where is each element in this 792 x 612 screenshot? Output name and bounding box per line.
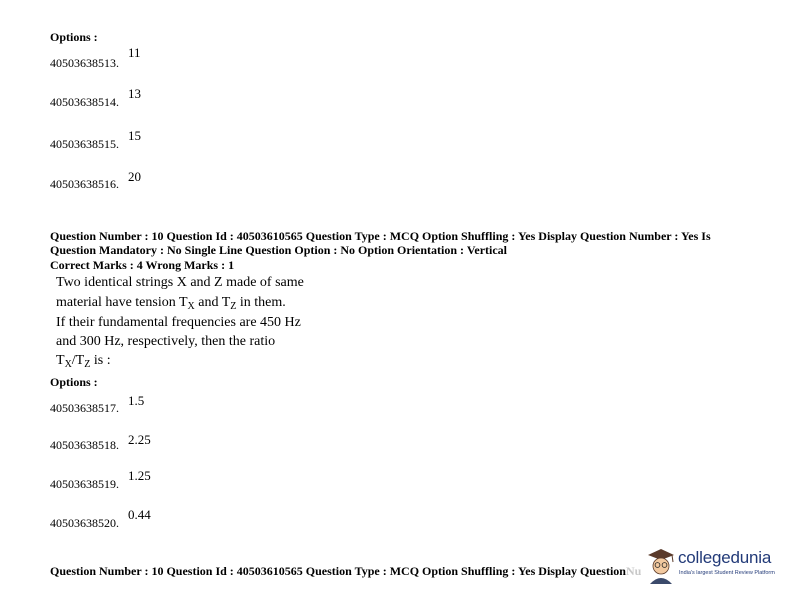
question-text-line: If their fundamental frequencies are 450 Hz — [56, 315, 301, 330]
option-id: 40503638519. — [50, 477, 119, 491]
option-value: 20 — [128, 169, 141, 184]
question-meta-line: Question Mandatory : No Single Line Question Option : No Option Orientation : Vertical — [50, 243, 508, 257]
mascot-icon — [644, 546, 678, 586]
options-heading: Options : — [50, 30, 98, 44]
obscured-text: Nu — [626, 564, 642, 578]
question-text-line: Two identical strings X and Z made of same — [56, 275, 304, 290]
option-id: 40503638514. — [50, 95, 119, 109]
brand-tagline: India's largest Student Review Platform — [679, 570, 775, 576]
option-value: 15 — [128, 128, 141, 143]
option-id: 40503638515. — [50, 137, 119, 151]
option-value: 11 — [128, 45, 141, 60]
option-id: 40503638520. — [50, 516, 119, 530]
question-text-line: material have tension $T_X$ and $T_Z$ in them. — [56, 295, 286, 312]
question-meta-line: Question Number : 10 Question Id : 40503610565 Question Type : MCQ Option Shuffling : Yes Display Question Number : Yes Is — [50, 229, 711, 243]
option-value: 1.25 — [128, 468, 151, 483]
question-marks: Correct Marks : 4 Wrong Marks : 1 — [50, 258, 235, 272]
question-text-line: and 300 Hz, respectively, then the ratio — [56, 334, 276, 349]
collegedunia-watermark — [644, 546, 784, 586]
option-value: 13 — [128, 86, 141, 101]
option-value: 0.44 — [128, 507, 151, 522]
option-id: 40503638516. — [50, 177, 119, 191]
brand-name: collegedunia — [678, 548, 772, 567]
option-value: 1.5 — [128, 393, 145, 408]
options-heading: Options : — [50, 375, 98, 389]
question-text-line: $T_X/T_Z$ is : — [56, 353, 111, 370]
option-id: 40503638513. — [50, 56, 119, 70]
option-id: 40503638517. — [50, 401, 119, 415]
next-question-meta: Question Number : 10 Question Id : 40503610565 Question Type : MCQ Option Shuffling : Yes Display Question — [50, 564, 626, 578]
option-value: 2.25 — [128, 432, 151, 447]
option-id: 40503638518. — [50, 438, 119, 452]
